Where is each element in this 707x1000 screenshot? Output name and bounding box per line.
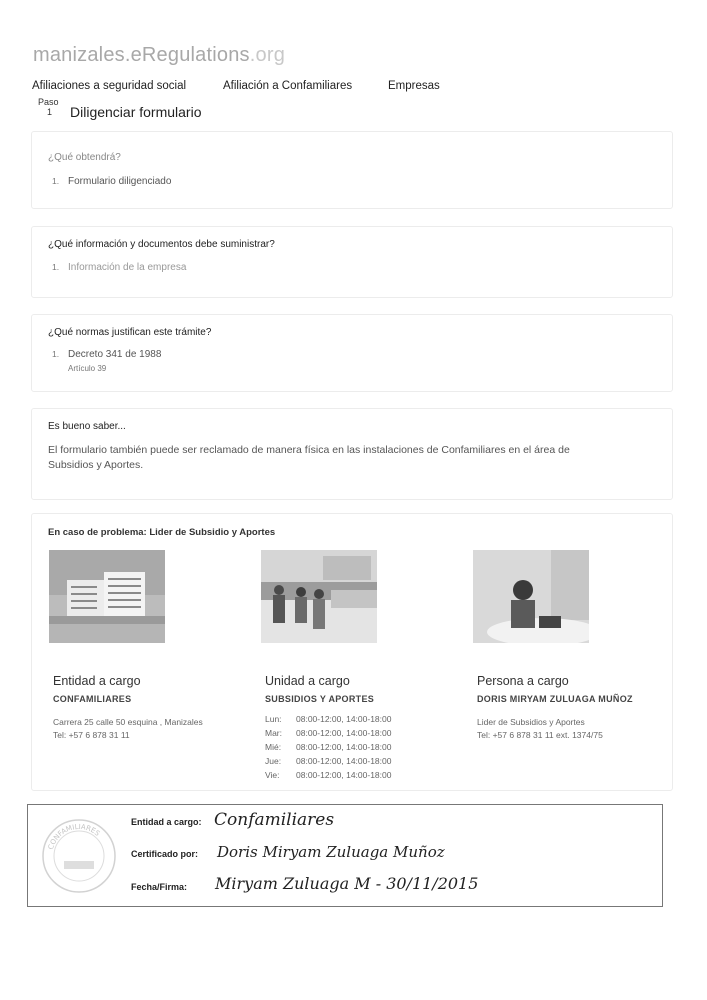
unit-schedule	[265, 714, 465, 784]
schedule-row	[265, 714, 465, 728]
schedule-day: Mié:	[265, 742, 282, 752]
person-photo	[473, 550, 589, 643]
list-number: 1.	[52, 349, 60, 359]
norms-section	[31, 314, 673, 392]
entity-title: Entidad a cargo	[53, 674, 141, 688]
unit-name: SUBSIDIOS Y APORTES	[265, 694, 375, 704]
list-text: Decreto 341 de 1988	[68, 349, 162, 360]
schedule-row	[265, 770, 465, 784]
cert-date-value: Miryam Zuluaga M - 30/11/2015	[215, 874, 479, 893]
entity-phone: Tel: +57 6 878 31 11	[53, 730, 130, 740]
schedule-day: Lun:	[265, 714, 282, 724]
schedule-row	[265, 756, 465, 770]
site-tld: .org	[249, 44, 286, 66]
unit-title: Unidad a cargo	[265, 674, 350, 688]
schedule-hours: 08:00-12:00, 14:00-18:00	[296, 756, 392, 766]
norms-heading: ¿Qué normas justifican este trámite?	[48, 327, 212, 338]
schedule-row	[265, 728, 465, 742]
unit-photo	[261, 550, 377, 643]
schedule-row	[265, 742, 465, 756]
office-image-icon	[261, 550, 377, 643]
person-image-icon	[473, 550, 589, 643]
schedule-hours: 08:00-12:00, 14:00-18:00	[296, 742, 392, 752]
list-number: 1.	[52, 262, 60, 272]
entity-photo	[49, 550, 165, 643]
building-image-icon	[49, 550, 165, 643]
unit-column	[265, 674, 465, 784]
list-text: Información de la empresa	[68, 262, 187, 273]
entity-column	[53, 674, 253, 742]
cert-entity-value: Confamiliares	[214, 810, 335, 830]
person-name: DORIS MIRYAM ZULUAGA MUÑOZ	[477, 694, 633, 704]
step-title: Diligenciar formulario	[70, 104, 202, 120]
cert-certified-label: Certificado por:	[131, 849, 199, 859]
cert-certified-value: Doris Miryam Zuluaga Muñoz	[217, 843, 445, 861]
list-item	[52, 262, 186, 273]
documents-heading: ¿Qué información y documentos debe suministrar?	[48, 239, 275, 250]
person-phone: Tel: +57 6 878 31 11 ext. 1374/75	[477, 730, 603, 740]
person-column	[477, 674, 677, 742]
schedule-day: Jue:	[265, 756, 282, 766]
cert-entity-label: Entidad a cargo:	[131, 817, 202, 827]
good-to-know-heading: Es bueno saber...	[48, 421, 126, 432]
nav-item-confamiliares[interactable]: Afiliación a Confamiliares	[223, 80, 353, 92]
entity-name: CONFAMILIARES	[53, 694, 132, 704]
schedule-hours: 08:00-12:00, 14:00-18:00	[296, 714, 392, 724]
site-name: manizales.eRegulations	[33, 44, 250, 66]
good-to-know-text: El formulario también puede ser reclamado de manera física en las instalaciones de Confamiliares en el área de Subsidios y Aportes.	[48, 444, 570, 471]
step-number: 1	[47, 107, 53, 117]
nav-item-empresas[interactable]: Empresas	[388, 80, 440, 92]
step-label: Paso	[38, 97, 59, 107]
schedule-day: Mar:	[265, 728, 282, 738]
list-item	[52, 176, 171, 187]
obtain-heading: ¿Qué obtendrá?	[48, 152, 121, 163]
certification-box	[27, 804, 663, 907]
entity-address: Carrera 25 calle 50 esquina , Manizales	[53, 717, 203, 727]
list-item[interactable]	[52, 349, 161, 360]
person-role: Lider de Subsidios y Aportes	[477, 717, 585, 727]
contact-section	[31, 513, 673, 791]
cert-date-label: Fecha/Firma:	[131, 882, 188, 892]
schedule-day: Vie:	[265, 770, 280, 780]
site-logo[interactable]	[33, 44, 285, 67]
schedule-hours: 08:00-12:00, 14:00-18:00	[296, 728, 392, 738]
person-title: Persona a cargo	[477, 674, 569, 688]
list-text: Formulario diligenciado	[68, 176, 172, 187]
obtain-section	[31, 131, 673, 209]
nav-item-seguridad-social[interactable]: Afiliaciones a seguridad social	[32, 80, 187, 92]
seal-stamp	[40, 817, 118, 895]
contact-heading: En caso de problema: Lider de Subsidio y Aportes	[48, 527, 276, 538]
documents-section	[31, 226, 673, 298]
schedule-hours: 08:00-12:00, 14:00-18:00	[296, 770, 392, 780]
good-to-know-section	[31, 408, 673, 500]
list-subtext: Artículo 39	[68, 364, 107, 373]
list-number: 1.	[52, 176, 60, 186]
svg-text:CONFAMILIARES: CONFAMILIARES	[46, 822, 102, 851]
